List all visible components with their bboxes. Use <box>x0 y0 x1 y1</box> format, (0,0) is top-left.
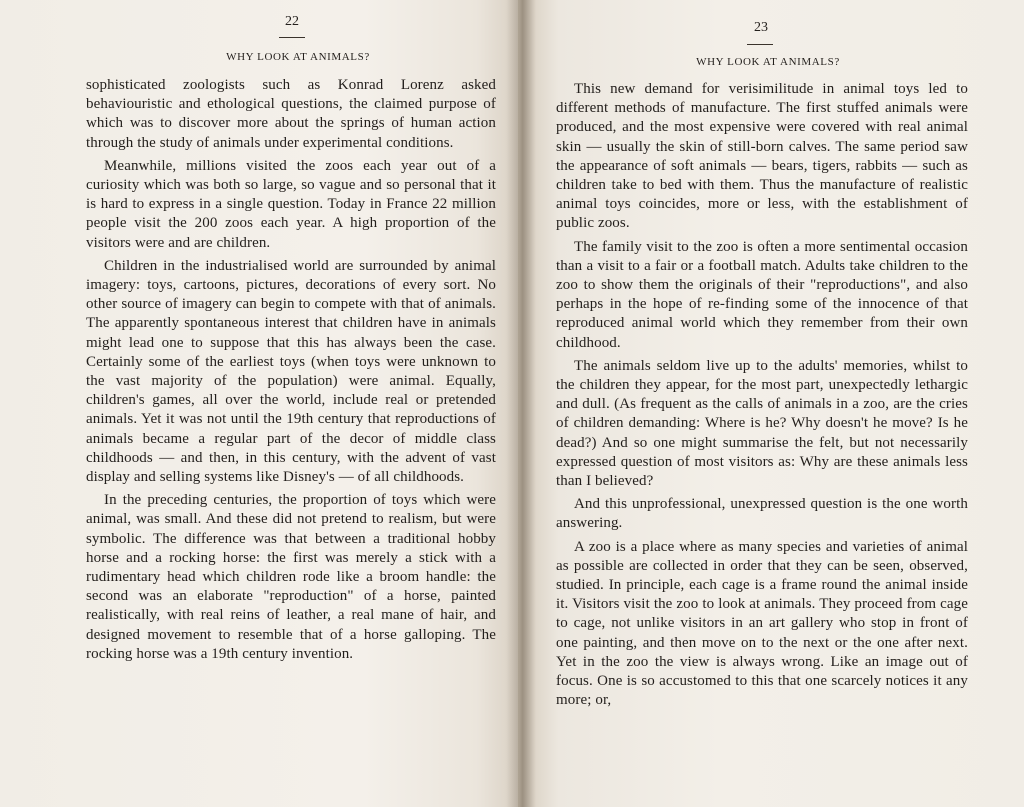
paragraph: Meanwhile, millions visited the zoos each year out of a curiosity which was both so large, so vague and so personal that it is hard to express in a single question. Today in France 22 million people visit the 200 zoos each year. A high proportion of the visitors were and are children. <box>86 157 496 251</box>
paragraph: A zoo is a place where as many species and varieties of animal as possible are collected in order that they can be seen, observed, studied. In principle, each cage is a frame round the animal inside it. Visitors visit the zoo to look at animals. They proceed from cage to cage, not unlike visitors in an art gallery who stop in front of one painting, and then move on to the next or the one after next. Yet in the zoo the view is always wrong. Like an image out of focus. One is so accustomed to this that one scarcely notices it any more; or, <box>556 538 968 709</box>
paragraph: And this unprofessional, unexpressed question is the one worth answering. <box>556 496 968 532</box>
paragraph: Children in the industrialised world are surrounded by animal imagery: toys, cartoons, pictures, decorations of every sort. No other source of imagery can begin to compete with that of animals. The apparently spontaneous interest that children have in animals might lead one to suppose that this has always been the case. Certainly some of the earliest toys (when toys were unknown to the vast majority of the population) were animal. Equally, children's games, all over the world, include real or pretended animals. Yet it was not until the 19th century that reproductions of animals became a regular part of the decor of middle class childhoods — and then, in this century, with the advent of vast display and selling systems like Disney's — of all childhoods. <box>86 257 496 486</box>
paragraph: The family visit to the zoo is often a more sentimental occasion than a visit to a fair or a football match. Adults take children to the zoo to show them the originals of their "reproductions", and also perhaps in the hope of re-finding some of the innocence of that reproduced animal world which they remember from their own childhood. <box>556 238 968 351</box>
page-body <box>86 76 496 668</box>
paragraph: In the preceding centuries, the proportion of toys which were animal, was small. And these did not pretend to realism, but were symbolic. The difference was that between a traditional hobby horse and a rocking horse: the first was merely a stick with a rudimentary head which children rode like a broom handle: the second was an elaborate "reproduction" of a horse, painted realistically, with real reins of leather, a real mane of hair, and designed movement to resemble that of a horse galloping. The rocking horse was a 19th century invention. <box>86 492 496 662</box>
running-head: WHY LOOK AT ANIMALS? <box>696 56 840 68</box>
page-body <box>556 80 968 715</box>
header-rule <box>279 37 305 38</box>
paragraph: This new demand for verisimilitude in animal toys led to different methods of manufacture. The first stuffed animals were produced, and the most expensive were covered with real animal skin — usually the skin of still-born calves. The same period saw the appearance of soft animals — bears, tigers, rabbits — such as children take to bed with them. Thus the manufacture of realistic animal toys coincides, more or less, with the establishment of public zoos. <box>556 81 968 232</box>
header-rule <box>747 44 773 45</box>
running-head: WHY LOOK AT ANIMALS? <box>226 51 370 63</box>
right-page <box>518 0 1024 807</box>
page-number: 23 <box>754 20 768 35</box>
paragraph: The animals seldom live up to the adults' memories, whilst to the children they appear, for the most part, unexpectedly lethargic and dull. (As frequent as the calls of animals in a zoo, are the cries of children demanding: Where is he? Why doesn't he move? Is he dead?) And so one might summarise the felt, but not necessarily expressed question of most visitors as: Why are these animals less than I believed? <box>556 357 968 490</box>
page-number: 22 <box>285 14 299 29</box>
paragraph: sophisticated zoologists such as Konrad Lorenz asked behaviouristic and ethological questions, the claimed purpose of which was to discover more about the springs of human action through the study of animals under experimental conditions. <box>86 77 496 151</box>
